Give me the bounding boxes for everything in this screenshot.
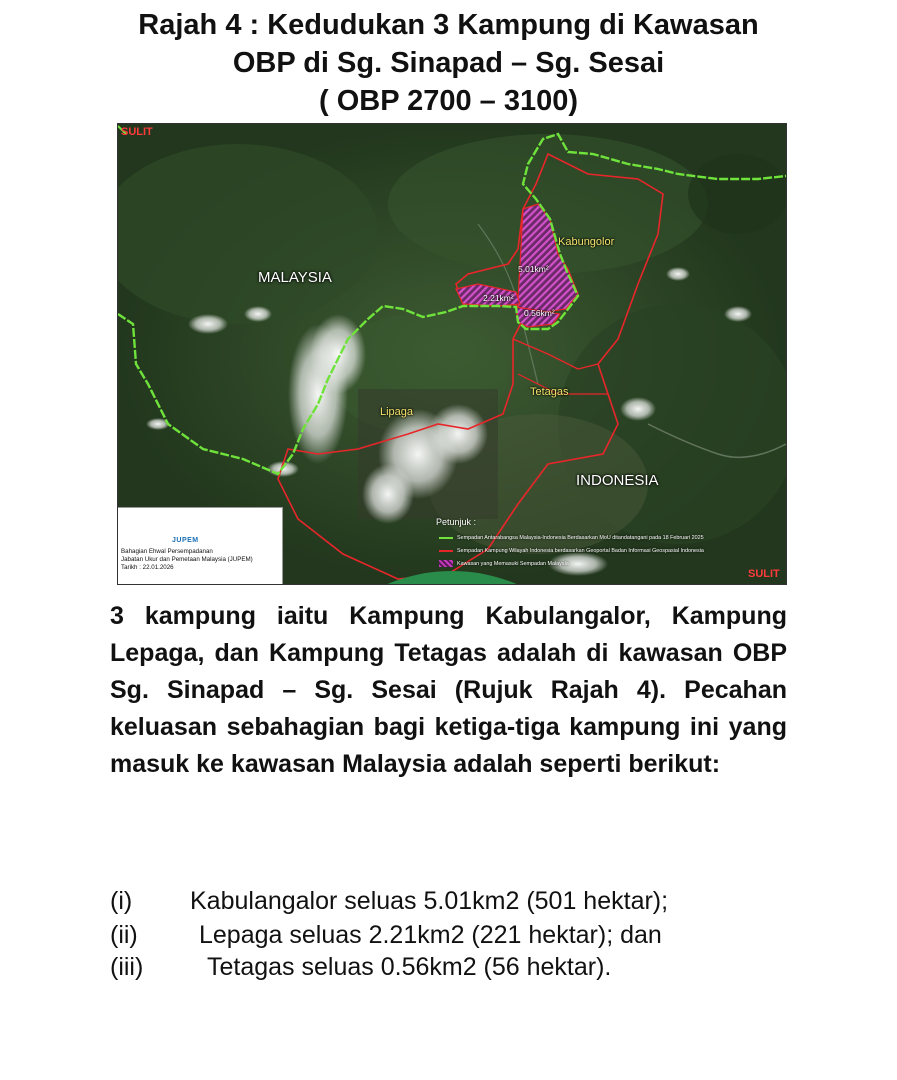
list-item <box>110 919 787 951</box>
list-item-number: (iii) <box>110 953 144 981</box>
description-paragraph: 3 kampung iaitu Kampung Kabulangalor, Kampung Lepaga, dan Kampung Tetagas adalah di kawasan OBP Sg. Sinapad – Sg. Sesai (Rujuk Rajah 4). Pecahan keluasan sebahagian bagi ketiga-tiga kampung ini yang masuk ke kawasan Malaysia adalah seperti berikut: <box>110 602 787 778</box>
label-tetagas: Tetagas <box>530 386 569 398</box>
legend-swatch-hatch <box>439 560 453 567</box>
satellite-map <box>117 123 787 585</box>
label-lipaga: Lipaga <box>380 406 414 418</box>
legend-title: Petunjuk : <box>436 517 477 527</box>
legend-item-international-border <box>439 535 704 541</box>
list-item <box>110 885 787 917</box>
area-label-lepaga: 2.21km² <box>483 293 514 303</box>
legend-swatch-green-line <box>439 537 453 539</box>
list-item-number: (i) <box>110 887 133 915</box>
title-line-1: Rajah 4 : Kedudukan 3 Kampung di Kawasan <box>138 9 759 41</box>
title-line-3: ( OBP 2700 – 3100) <box>318 85 579 117</box>
area-label-kabungolor: 5.01km² <box>518 264 549 274</box>
legend-item-overlap-area <box>439 560 569 567</box>
legend-item-label: Sempadan Antarabangsa Malaysia-Indonesia Berdasarkan MoU ditandatangani pada 18 Februari 2025 <box>457 535 704 541</box>
sulit-mark-bottom: SULIT <box>748 568 780 580</box>
figure-title <box>0 6 897 120</box>
sulit-mark-top: SULIT <box>121 126 153 138</box>
list-item-text: Kabulangalor seluas 5.01km2 (501 hektar); <box>190 887 669 915</box>
map-legend <box>436 517 704 567</box>
list-item-text: Tetagas seluas 0.56km2 (56 hektar). <box>207 953 612 981</box>
jupem-line-2: Jabatan Ukur dan Pemetaan Malaysia (JUPEM) <box>121 556 253 563</box>
legend-item-label: Kawasan yang Memasuki Sempadan Malaysia <box>457 560 569 567</box>
jupem-line-3: Tarikh : 22.01.2026 <box>121 564 174 571</box>
list-item-number: (ii) <box>110 921 138 949</box>
label-indonesia: INDONESIA <box>576 472 659 489</box>
jupem-info-box <box>118 507 283 585</box>
list-item-text: Lepaga seluas 2.21km2 (221 hektar); dan <box>199 921 662 949</box>
legend-item-label: Sempadan Kampung Wilayah Indonesia berdasarkan Geoportal Badan Informasi Geospasial Indonesia <box>457 548 704 554</box>
label-kabungolor: Kabungolor <box>558 236 615 248</box>
list-item <box>110 951 787 983</box>
jupem-logo-text: JUPEM <box>172 537 199 544</box>
area-list <box>110 885 787 983</box>
legend-item-village-border <box>439 548 704 554</box>
title-line-2: OBP di Sg. Sinapad – Sg. Sesai <box>232 47 665 79</box>
label-malaysia: MALAYSIA <box>258 269 332 286</box>
area-label-tetagas: 0.56km² <box>524 308 555 318</box>
jupem-line-1: Bahagian Ehwal Persempadanan <box>121 548 213 555</box>
legend-swatch-red-line <box>439 550 453 552</box>
